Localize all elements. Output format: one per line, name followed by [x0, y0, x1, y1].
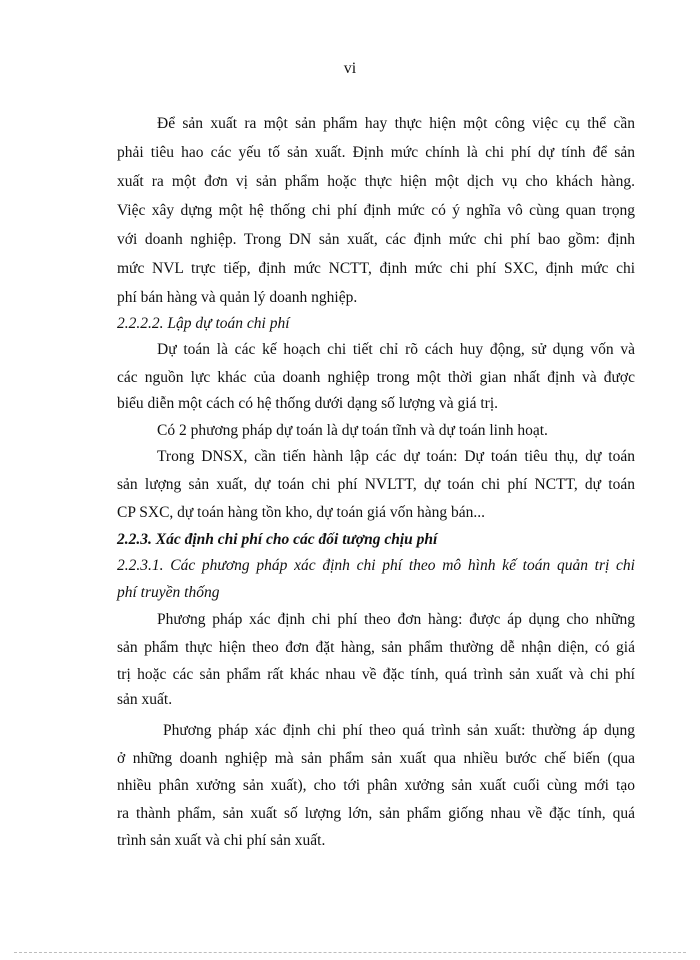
text-line: Để sản xuất ra một sản phẩm hay thực hiện một công việc cụ thể cần: [157, 115, 635, 132]
text-line: xuất ra một đơn vị sản phẩm hoặc thực hiện một dịch vụ cho khách hàng.: [117, 173, 635, 190]
page-bottom-border: [14, 952, 686, 953]
text-line: mức NVL trực tiếp, định mức NCTT, định mức chi phí SXC, định mức chi: [117, 260, 635, 277]
text-line: biểu diễn một cách có hệ thống dưới dạng số lượng và giá trị.: [117, 395, 498, 412]
text-line: Việc xây dựng một hệ thống chi phí định mức có ý nghĩa vô cùng quan trọng: [117, 202, 635, 219]
text-line: phải tiêu hao các yếu tố sản xuất. Định mức chính là chi phí dự tính để sản: [117, 144, 635, 161]
text-line: sản phẩm thực hiện theo đơn đặt hàng, sản phẩm thường dễ nhận diện, có giá: [117, 639, 635, 656]
text-line: ở những doanh nghiệp mà sản phẩm sản xuất qua nhiều bước chế biến (qua: [117, 750, 635, 767]
text-line: các nguồn lực khác của doanh nghiệp trong một thời gian nhất định và được: [117, 369, 635, 386]
text-line: với doanh nghiệp. Trong DN sản xuất, các định mức chi phí bao gồm: định: [117, 231, 635, 248]
text-line: Trong DNSX, cần tiến hành lập các dự toán: Dự toán tiêu thụ, dự toán: [157, 448, 635, 465]
text-line: Phương pháp xác định chi phí theo đơn hàng: được áp dụng cho những: [157, 611, 635, 628]
text-line: ra thành phẩm, sản xuất số lượng lớn, sản phẩm giống nhau về đặc tính, quá: [117, 805, 635, 822]
text-line: Có 2 phương pháp dự toán là dự toán tĩnh và dự toán linh hoạt.: [157, 422, 548, 439]
subsection-heading-cont: phí truyền thống: [117, 584, 220, 601]
text-line: Phương pháp xác định chi phí theo quá trình sản xuất: thường áp dụng: [163, 722, 635, 739]
page-number: vi: [343, 60, 357, 77]
section-heading: 2.2.3. Xác định chi phí cho các đối tượng chịu phí: [117, 531, 438, 548]
text-line: trình sản xuất và chi phí sản xuất.: [117, 832, 326, 849]
subsection-heading: 2.2.3.1. Các phương pháp xác định chi phí theo mô hình kế toán quản trị chi: [117, 557, 635, 574]
text-line: trị hoặc các sản phẩm rất khác nhau về đặc tính, quá trình sản xuất và chi phí: [117, 666, 635, 683]
text-line: sản lượng sản xuất, dự toán chi phí NVLTT, dự toán chi phí NCTT, dự toán: [117, 476, 635, 493]
text-line: CP SXC, dự toán hàng tồn kho, dự toán giá vốn hàng bán...: [117, 504, 485, 521]
text-line: nhiều phân xưởng sản xuất), cho tới phân xưởng sản xuất cuối cùng mới tạo: [117, 777, 635, 794]
text-line: Dự toán là các kế hoạch chi tiết chỉ rõ cách huy động, sử dụng vốn và: [157, 341, 635, 358]
text-line: sản xuất.: [117, 691, 173, 708]
subsection-heading: 2.2.2.2. Lập dự toán chi phí: [117, 315, 290, 332]
text-line: phí bán hàng và quản lý doanh nghiệp.: [117, 289, 358, 306]
